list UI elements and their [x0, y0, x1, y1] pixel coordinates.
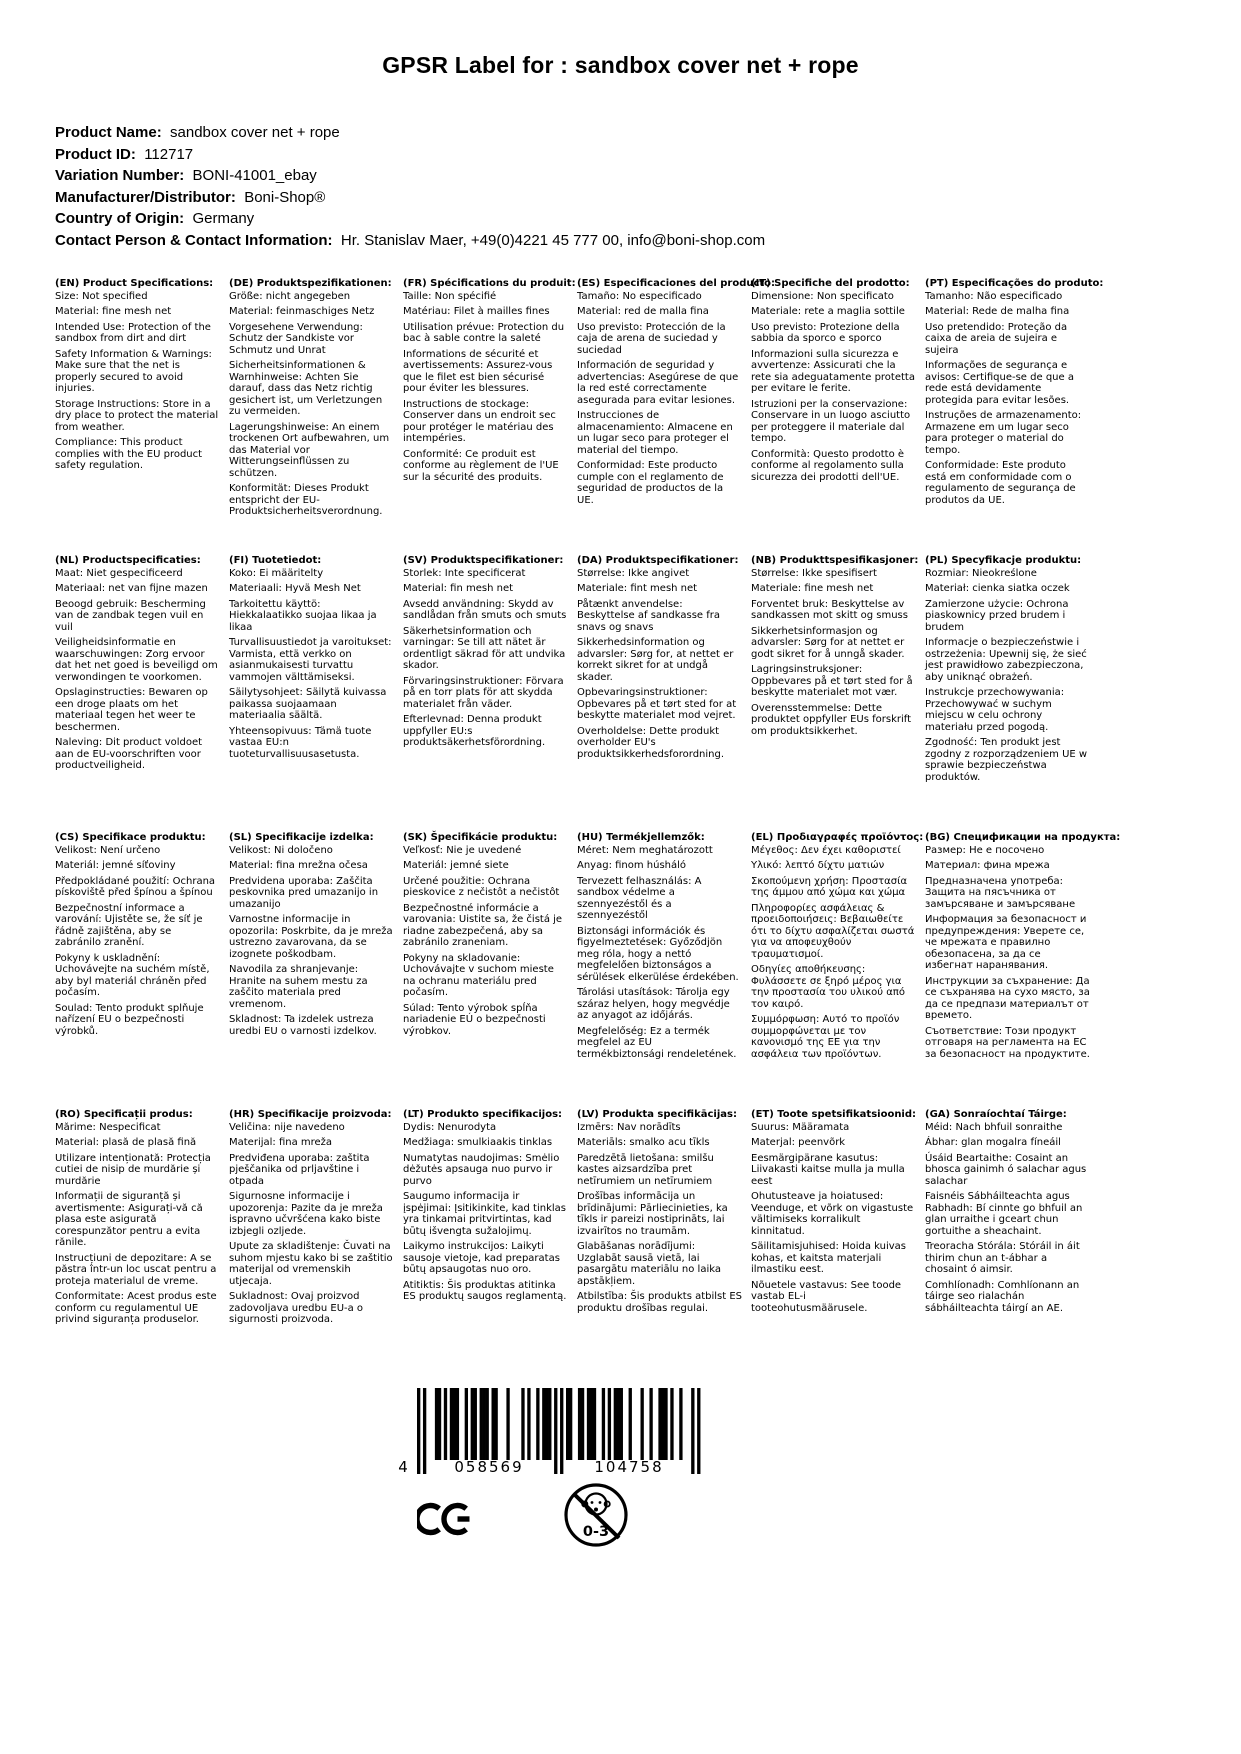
- lang-block-paragraph: Conformità: Questo prodotto è conforme al regolamento sulla sicurezza dei prodotti dell'UE.: [751, 448, 905, 483]
- lang-block-paragraph: Material: red de malla fina: [577, 306, 709, 317]
- lang-block-paragraph: Comhlíonadh: Comhlíonann an táirge seo rialachán sábháilteachta táirgí an AE.: [925, 1279, 1080, 1314]
- lang-block-paragraph: Sikkerhedsinformation og advarsler: Sørg for, at nettet er korrekt sikret for at undgå skader.: [577, 637, 734, 683]
- lang-block-paragraph: Materiaali: Hyvä Mesh Net: [229, 583, 361, 594]
- lang-block-title: (CS) Specifikace produktu:: [55, 832, 206, 843]
- lang-block-paragraph: Anyag: finom húsháló: [577, 860, 687, 871]
- lang-block-paragraph: Utilizare intenționată: Protecția cutiei de nisip de murdărie și murdărie: [55, 1152, 211, 1187]
- lang-block-paragraph: Koko: Ei määritelty: [229, 567, 324, 579]
- lang-block-pl: [925, 555, 1099, 832]
- lang-block-paragraph: Drošības informācija un brīdinājumi: Pārliecinieties, ka tīkls ir pareizi nostiprināts, lai izvairītos no traumām.: [577, 1191, 728, 1237]
- lang-block-paragraph: Medžiaga: smulkiaakis tinklas: [403, 1137, 553, 1148]
- lang-block-paragraph: Veiligheidsinformatie en waarschuwingen: Zorg ervoor dat het net goed is beveiligd om verwondingen te voorkomen.: [55, 637, 218, 683]
- lang-block-paragraph: Overholdelse: Dette produkt overholder EU's produktsikkerhedsforordning.: [577, 725, 725, 760]
- lang-block-paragraph: Veľkosť: Nie je uvedené: [403, 844, 522, 856]
- lang-block-paragraph: Navodila za shranjevanje: Hranite na suhem mestu za zaščito materiala pred vremenom.: [229, 964, 368, 1010]
- lang-block-title: (HU) Termékjellemzők:: [577, 832, 705, 843]
- lang-block-paragraph: Eesmärgipärane kasutus: Liivakasti kaitse mulla ja mulla eest: [751, 1152, 905, 1187]
- lang-block-paragraph: Úsáid Beartaithe: Cosaint an bhosca gainimh ó salachar agus salachar: [925, 1152, 1087, 1187]
- lang-block-et: [751, 1109, 925, 1386]
- product-info-value: Boni-Shop®: [244, 188, 326, 206]
- lang-block-paragraph: Rozmiar: Nieokreślone: [925, 567, 1037, 579]
- lang-block-paragraph: Materiál: jemné síťoviny: [55, 860, 176, 871]
- lang-block-paragraph: Storage Instructions: Store in a dry place to protect the material from weather.: [55, 398, 219, 433]
- product-info-line: [55, 230, 765, 252]
- lang-block-paragraph: Sikkerhetsinformasjon og advarsler: Sørg for at nettet er godt sikret for å unngå skader.: [751, 625, 905, 660]
- lang-block-paragraph: Säilytysohjeet: Säilytä kuivassa paikassa suojaamaan materiaalia säältä.: [229, 687, 387, 721]
- lang-block-title: (NB) Produkttspesifikasjoner:: [751, 555, 919, 566]
- lang-block-paragraph: Naleving: Dit product voldoet aan de EU-voorschriften voor productveiligheid.: [55, 737, 203, 771]
- lang-block-fr: [403, 278, 577, 555]
- product-info-value: Germany: [192, 210, 255, 227]
- lang-block-paragraph: Saugumo informacija ir įspėjimai: Įsitikinkite, kad tinklas yra tinkamai pritvirtintas, kad būtų išvengta sužalojimų.: [403, 1191, 566, 1237]
- lang-block-paragraph: Opslaginstructies: Bewaren op een droge plaats om het materiaal tegen het weer te beschermen.: [55, 687, 208, 733]
- lang-block-title: (PL) Specyfikacje produktu:: [925, 555, 1082, 566]
- lang-block-paragraph: Avsedd användning: Skydd av sandlådan från smuts och smuts: [403, 598, 567, 621]
- lang-block-paragraph: Υλικό: λεπτό δίχτυ ματιών: [751, 860, 885, 871]
- product-info-line: [55, 187, 765, 209]
- lang-block-paragraph: Инструкции за съхранение: Да се съхранява на сухо място, за да се предпази материалът от времето.: [925, 975, 1090, 1021]
- lang-block-pt: [925, 278, 1104, 555]
- lang-block-paragraph: Material: fine mesh net: [55, 306, 172, 317]
- lang-block-paragraph: Материал: фина мрежа: [925, 860, 1050, 871]
- lang-block-paragraph: Suurus: Määramata: [751, 1121, 850, 1133]
- product-info-label: Manufacturer/Distributor:: [55, 188, 236, 206]
- lang-block-paragraph: Material: fin mesh net: [403, 583, 514, 594]
- lang-block-paragraph: Materijal: fina mreža: [229, 1137, 333, 1148]
- lang-block-title: (RO) Specificații produs:: [55, 1109, 193, 1120]
- lang-block-paragraph: Ohutusteave ja hoiatused: Veenduge, et võrk on vigastuste vältimiseks korralikult kinnitatud.: [751, 1191, 914, 1237]
- lang-block-lv: [577, 1109, 751, 1386]
- lang-block-paragraph: Utilisation prévue: Protection du bac à sable contre la saleté: [403, 321, 565, 344]
- lang-block-paragraph: Faisnéis Sábháilteachta agus Rabhadh: Bí cinnte go bhfuil an glan urraithe i gceart chun gortuithe a sheachaint.: [925, 1191, 1083, 1237]
- lang-block-paragraph: Größe: nicht angegeben: [229, 290, 351, 302]
- lang-block-paragraph: Laikymo instrukcijos: Laikyti sausoje vietoje, kad preparatas būtų apsaugotas nuo oro.: [403, 1241, 560, 1275]
- lang-block-paragraph: Istruzioni per la conservazione: Conservare in un luogo asciutto per proteggere il materiale dal tempo.: [751, 398, 911, 444]
- lang-block-paragraph: Informații de siguranță și avertismente: Asigurați-vă că plasa este asigurată corespunzător pentru a evita rănile.: [55, 1191, 203, 1248]
- lang-block-paragraph: Taille: Non spécifié: [403, 290, 497, 302]
- lang-block-paragraph: Zamierzone użycie: Ochrona piaskownicy przed brudem i brudem: [925, 598, 1069, 633]
- lang-block-title: (NL) Productspecificaties:: [55, 555, 201, 566]
- lang-block-paragraph: Efterlevnad: Denna produkt uppfyller EU:s produktsäkerhetsförordning.: [403, 714, 546, 748]
- lang-block-paragraph: Pokyny k uskladnění: Uchovávejte na suchém místě, aby byl materiál chráněn před počasím.: [55, 952, 210, 998]
- lang-block-paragraph: Sicherheitsinformationen & Warnhinweise: Achten Sie darauf, dass das Netz richtig gesichert ist, um Verletzungen zu vermeiden.: [229, 360, 383, 417]
- lang-block-paragraph: Πληροφορίες ασφάλειας & προειδοποιήσεις: Βεβαιωθείτε ότι το δίχτυ ασφαλίζεται σωστά για να αποφευχθούν τραυματισμοί.: [751, 902, 915, 960]
- lang-block-title: (SV) Produktspecifikationer:: [403, 555, 564, 566]
- lang-block-paragraph: Matériau: Filet à mailles fines: [403, 306, 550, 317]
- lang-block-paragraph: Instruções de armazenamento: Armazene em um lugar seco para proteger o material do tempo.: [925, 410, 1082, 456]
- lang-block-paragraph: Mărime: Nespecificat: [55, 1121, 161, 1133]
- lang-block-title: (LT) Produkto specifikacijos:: [403, 1109, 563, 1120]
- lang-block-paragraph: Ábhar: glan mogalra fíneáil: [925, 1137, 1061, 1148]
- lang-block-paragraph: Material: Rede de malha fina: [925, 306, 1070, 317]
- lang-block-da: [577, 555, 751, 832]
- lang-block-paragraph: Materiale: fint mesh net: [577, 583, 698, 594]
- lang-block-hu: [577, 832, 751, 1109]
- lang-block-paragraph: Material: plasă de plasă fină: [55, 1137, 197, 1148]
- product-info-label: Variation Number:: [55, 167, 185, 184]
- product-info-line: [55, 144, 765, 166]
- lang-block-paragraph: Tamaño: No especificado: [577, 290, 702, 302]
- lang-block-paragraph: Varnostne informacije in opozorila: Poskrbite, da je mreža ustrezno zavarovana, da se izognete poškodbam.: [229, 914, 393, 960]
- lang-block-paragraph: Conformité: Ce produit est conforme au règlement de l'UE sur la sécurité des produits.: [403, 448, 559, 483]
- lang-block-paragraph: Materjal: peenvõrk: [751, 1137, 846, 1148]
- lang-block-paragraph: Bezpečnostní informace a varování: Ujistěte se, že síť je řádně zajištěna, aby se zabránilo zranění.: [55, 902, 203, 948]
- lang-block-paragraph: Instructions de stockage: Conserver dans un endroit sec pour protéger le matériau des intempéries.: [403, 398, 556, 444]
- product-info-line: [55, 165, 765, 187]
- lang-block-paragraph: Uso pretendido: Proteção da caixa de areia de sujeira e sujeira: [925, 321, 1068, 356]
- lang-block-paragraph: Opbevaringsinstruktioner: Opbevares på et tørt sted for at beskytte materialet mod vejret.: [577, 687, 737, 721]
- lang-block-paragraph: Veličina: nije navedeno: [229, 1121, 345, 1133]
- lang-block-paragraph: Paredzētā lietošana: smilšu kastes aizsardzība pret netīrumiem un netīrumiem: [577, 1152, 714, 1187]
- lang-block-title: (GA) Sonraíochtaí Táirge:: [925, 1109, 1067, 1120]
- lang-block-title: (ES) Especificaciones del producto:: [577, 278, 776, 289]
- age-warning-label: 0-3: [582, 1524, 610, 1540]
- lang-block-paragraph: Säilitamisjuhised: Hoida kuivas kohas, et kaitsta materjali ilmastiku eest.: [751, 1241, 907, 1275]
- lang-block-title: (DA) Produktspecifikationer:: [577, 555, 739, 566]
- lang-block-paragraph: Méret: Nem meghatározott: [577, 844, 713, 856]
- lang-block-paragraph: Informacje o bezpieczeństwie i ostrzeżenia: Upewnij się, że sieć jest prawidłowo zabezpieczona, aby uniknąć obrażeń.: [925, 637, 1087, 683]
- barcode-digits-left: 058569: [454, 1458, 524, 1476]
- lang-block-title: (IT) Specifiche del prodotto:: [751, 278, 910, 289]
- lang-block-paragraph: Zgodność: Ten produkt jest zgodny z rozporządzeniem UE w sprawie bezpieczeństwa produktów.: [925, 737, 1088, 783]
- lang-block-paragraph: Instrukcje przechowywania: Przechowywać w suchym miejscu w celu ochrony materiału przed pogodą.: [925, 687, 1065, 733]
- lang-block-de: [229, 278, 403, 555]
- lang-block-paragraph: Størrelse: Ikke spesifisert: [751, 567, 877, 579]
- lang-block-es: [577, 278, 776, 555]
- lang-block-paragraph: Påtænkt anvendelse: Beskyttelse af sandkasse fra snavs og snavs: [577, 598, 720, 633]
- product-info-label: Country of Origin:: [55, 210, 185, 227]
- product-info-line: [55, 208, 765, 230]
- lang-block-paragraph: Информация за безопасност и предупреждения: Уверете се, че мрежата е правилно обезопасена, за да се избегнат наранявания.: [925, 914, 1087, 971]
- lang-block-paragraph: Instrucțiuni de depozitare: A se păstra într-un loc uscat pentru a proteja materialul de vreme.: [55, 1252, 217, 1287]
- barcode-section: [391, 1386, 721, 1482]
- lang-block-paragraph: Pokyny na skladovanie: Uchovávajte v suchom mieste na ochranu materiálu pred počasím.: [403, 952, 554, 998]
- lang-block-fi: [229, 555, 403, 832]
- lang-block-paragraph: Tárolási utasítások: Tárolja egy száraz helyen, hogy megvédje az anyagot az időjárás.: [577, 987, 730, 1021]
- lang-block-bg: [925, 832, 1121, 1109]
- lang-block-paragraph: Съответствие: Този продукт отговаря на регламента на ЕС за безопасност на продуктите.: [925, 1025, 1090, 1060]
- lang-block-paragraph: Velikost: Ni določeno: [229, 844, 333, 856]
- lang-block-paragraph: Skladnost: Ta izdelek ustreza uredbi EU o varnosti izdelkov.: [229, 1014, 377, 1037]
- barcode-digit-system: 4: [398, 1458, 408, 1476]
- lang-block-paragraph: Atbilstība: Šis produkts atbilst ES produktu drošības regulai.: [577, 1291, 743, 1314]
- lang-block-paragraph: Konformität: Dieses Produkt entspricht der EU-Produktsicherheitsverordnung.: [229, 483, 383, 517]
- product-info-value: sandbox cover net + rope: [170, 124, 340, 141]
- lang-block-paragraph: Lagringsinstruksjoner: Oppbevares på et tørt sted for å beskytte materialet mot vær.: [751, 664, 913, 698]
- lang-block-paragraph: Tamanho: Não especificado: [925, 290, 1063, 302]
- lang-block-paragraph: Bezpečnostné informácie a varovania: Uistite sa, že čistá je riadne zabezpečená, aby sa zabránilo zraneniam.: [403, 902, 563, 948]
- lang-block-paragraph: Předpokládané použití: Ochrana pískoviště před špínou a špínou: [55, 875, 216, 898]
- lang-block-paragraph: Soulad: Tento produkt splňuje nařízení EU o bezpečnosti výrobků.: [55, 1002, 204, 1037]
- product-info: [55, 122, 765, 251]
- lang-block-paragraph: Μέγεθος: Δεν έχει καθοριστεί: [751, 844, 901, 856]
- lang-block-paragraph: Predviđena uporaba: zaštita pješčanika od prljavštine i otpada: [229, 1152, 370, 1187]
- lang-block-paragraph: Tarkoitettu käyttö: Hiekkalaatikko suojaa likaa ja likaa: [229, 598, 377, 633]
- lang-block-paragraph: Materiāls: smalko acu tīkls: [577, 1137, 710, 1148]
- lang-block-en: [55, 278, 229, 555]
- lang-block-paragraph: Conformidade: Este produto está em conformidade com o regulamento de segurança de produtos da UE.: [925, 460, 1076, 506]
- lang-block-paragraph: Συμμόρφωση: Αυτό το προϊόν συμμορφώνεται με τον κανονισμό της ΕΕ για την ασφάλεια των προϊόντων.: [751, 1014, 900, 1060]
- lang-block-paragraph: Uso previsto: Protección de la caja de arena de suciedad y suciedad: [577, 321, 726, 356]
- lang-block-title: (BG) Спецификации на продукта:: [925, 832, 1121, 843]
- lang-block-title: (SK) Špecifikácie produktu:: [403, 832, 558, 843]
- lang-block-paragraph: Safety Information & Warnings: Make sure that the net is properly secured to avoid injuries.: [55, 348, 212, 394]
- lang-block-paragraph: Förvaringsinstruktioner: Förvara på en torr plats för att skydda materialet från väder.: [403, 675, 564, 710]
- lang-block-paragraph: Sukladnost: Ovaj proizvod zadovoljava uredbu EU-a o sigurnosti proizvoda.: [229, 1291, 364, 1325]
- page-title: GPSR Label for : sandbox cover net + rope: [382, 52, 859, 78]
- lang-block-title: (HR) Specifikacije proizvoda:: [229, 1109, 392, 1120]
- lang-block-paragraph: Súlad: Tento výrobok spĺňa nariadenie EÚ o bezpečnosti výrobkov.: [403, 1002, 546, 1037]
- lang-block-paragraph: Yhteensopivuus: Tämä tuote vastaa EU:n tuoteturvallisuusasetusta.: [229, 725, 372, 760]
- lang-block-nl: [55, 555, 229, 832]
- lang-block-paragraph: Informazioni sulla sicurezza e avvertenze: Assicurati che la rete sia adeguatamente protetta per evitare le ferite.: [751, 348, 915, 394]
- lang-block-paragraph: Instrucciones de almacenamiento: Almacene en un lugar seco para proteger el material del tiempo.: [577, 410, 733, 456]
- lang-block-paragraph: Størrelse: Ikke angivet: [577, 567, 690, 579]
- age-warning-icon: [563, 1480, 629, 1556]
- lang-block-paragraph: Určené použitie: Ochrana pieskovice z nečistôt a nečistôt: [403, 875, 560, 898]
- lang-block-paragraph: Säkerhetsinformation och varningar: Se till att nätet är ordentligt säkrad för att undvika skador.: [403, 625, 566, 671]
- lang-block-title: (SL) Specifikacije izdelka:: [229, 832, 374, 843]
- lang-block-paragraph: Dydis: Nenurodyta: [403, 1121, 497, 1133]
- lang-block-paragraph: Información de seguridad y advertencias: Asegúrese de que la red esté correctamente asegurada para evitar lesiones.: [577, 360, 739, 406]
- lang-block-paragraph: Materiál: jemné siete: [403, 860, 509, 871]
- lang-block-paragraph: Maat: Niet gespecificeerd: [55, 567, 183, 579]
- lang-block-title: (PT) Especificações do produto:: [925, 278, 1104, 289]
- lang-block-paragraph: Overensstemmelse: Dette produktet oppfyller EUs forskrift om produktsikkerhet.: [751, 702, 912, 737]
- lang-block-paragraph: Turvallisuustiedot ja varoitukset: Varmista, että verkko on asianmukaisesti turvattu vammojen välttämiseksi.: [229, 637, 392, 683]
- lang-block-paragraph: Размер: Не е посочено: [925, 844, 1045, 856]
- lang-block-hr: [229, 1109, 403, 1386]
- lang-block-paragraph: Nõuetele vastavus: See toode vastab EL-i tooteohutusmäärusele.: [751, 1279, 902, 1314]
- lang-block-paragraph: Intended Use: Protection of the sandbox from dirt and dirt: [55, 321, 211, 344]
- lang-block-paragraph: Megfelelőség: Ez a termék megfelel az EU termékbiztonsági rendeletének.: [577, 1025, 737, 1060]
- lang-block-paragraph: Velikost: Není určeno: [55, 844, 161, 856]
- lang-block-paragraph: Material: feinmaschiges Netz: [229, 306, 375, 317]
- lang-block-paragraph: Informations de sécurité et avertissements: Assurez-vous que le filet est bien sécurisé pour éviter les blessures.: [403, 348, 553, 394]
- lang-block-paragraph: Dimensione: Non specificato: [751, 290, 894, 302]
- lang-block-paragraph: Materiaal: net van fijne mazen: [55, 583, 208, 594]
- lang-block-paragraph: Tervezett felhasználás: A sandbox védelme a szennyezéstől és a szennyezéstől: [577, 875, 702, 921]
- product-info-label: Product ID:: [55, 145, 136, 163]
- lang-block-paragraph: Material: fina mrežna očesa: [229, 860, 368, 871]
- lang-block-paragraph: Storlek: Inte specificerat: [403, 567, 526, 579]
- lang-block-paragraph: Beoogd gebruik: Bescherming van de zandbak tegen vuil en vuil: [55, 598, 206, 633]
- lang-block-paragraph: Sigurnosne informacije i upozorenja: Pazite da je mreža ispravno učvršćena kako biste izbjegli ozljede.: [229, 1191, 383, 1237]
- lang-block-sv: [403, 555, 577, 832]
- lang-block-paragraph: Οδηγίες αποθήκευσης: Φυλάσσετε σε ξηρό μέρος για την προστασία του υλικού από τον καιρό.: [751, 964, 905, 1010]
- lang-block-it: [751, 278, 925, 555]
- product-info-value: BONI-41001_ebay: [192, 167, 317, 184]
- lang-block-ga: [925, 1109, 1099, 1386]
- lang-block-paragraph: Materiale: fine mesh net: [751, 583, 874, 594]
- lang-block-title: (EN) Product Specifications:: [55, 278, 214, 289]
- product-info-label: Contact Person & Contact Information:: [55, 231, 333, 249]
- lang-block-paragraph: Numatytas naudojimas: Smėlio dėžutės apsauga nuo purvo ir purvo: [403, 1152, 560, 1187]
- lang-block-paragraph: Glabāšanas norādījumi: Uzglabāt sausā vietā, lai pasargātu materiālu no laika apstākļiem.: [577, 1241, 721, 1287]
- lang-block-title: (FR) Spécifications du produit:: [403, 278, 576, 289]
- lang-block-paragraph: Conformitate: Acest produs este conform cu regulamentul UE privind siguranța produselor.: [55, 1291, 217, 1325]
- lang-block-paragraph: Conformidad: Este producto cumple con el reglamento de seguridad de productos de la UE.: [577, 460, 724, 506]
- lang-block-sl: [229, 832, 403, 1109]
- lang-block-paragraph: Uso previsto: Protezione della sabbia da sporco e sporco: [751, 321, 900, 344]
- lang-block-paragraph: Предназначена употреба: Защита на пясъчника от замърсяване и замърсяване: [925, 875, 1076, 910]
- lang-block-lt: [403, 1109, 577, 1386]
- lang-block-title: (EL) Προδιαγραφές προϊόντος:: [751, 832, 924, 843]
- barcode-digits-right: 104758: [594, 1458, 664, 1476]
- lang-block-nb: [751, 555, 925, 832]
- lang-block-paragraph: Materiale: rete a maglia sottile: [751, 306, 905, 317]
- lang-block-paragraph: Méid: Nach bhfuil sonraithe: [925, 1121, 1063, 1133]
- product-info-value: 112717: [144, 145, 194, 163]
- lang-block-paragraph: Informações de segurança e avisos: Certifique-se de que a rede está devidamente protegida para evitar lesões.: [925, 360, 1074, 406]
- language-blocks-grid: [55, 278, 1121, 1386]
- lang-block-paragraph: Σκοπούμενη χρήση: Προστασία της άμμου από χώμα και χώμα: [751, 875, 908, 898]
- lang-block-paragraph: Vorgesehene Verwendung: Schutz der Sandkiste vor Schmutz und Unrat: [229, 321, 363, 356]
- product-info-label: Product Name:: [55, 124, 162, 141]
- lang-block-paragraph: Materiał: cienka siatka oczek: [925, 583, 1070, 594]
- product-info-line: [55, 122, 765, 144]
- ean-barcode: [391, 1386, 721, 1478]
- lang-block-paragraph: Predvidena uporaba: Zaščita peskovnika pred umazanijo in umazanijo: [229, 875, 379, 910]
- lang-block-sk: [403, 832, 577, 1109]
- lang-block-cs: [55, 832, 229, 1109]
- lang-block-title: (ET) Toote spetsifikatsioonid:: [751, 1109, 917, 1120]
- lang-block-paragraph: Size: Not specified: [55, 290, 148, 302]
- lang-block-paragraph: Biztonsági információk és figyelmeztetések: Győződjön meg róla, hogy a nettó megfelelően biztonságos a sérülések elkerülése érdekében.: [577, 925, 739, 983]
- lang-block-title: (FI) Tuotetiedot:: [229, 555, 322, 566]
- lang-block-paragraph: Upute za skladištenje: Čuvati na suhom mjestu kako bi se zaštitio materijal od vremenskih utjecaja.: [229, 1241, 393, 1287]
- product-info-value: Hr. Stanislav Maer, +49(0)4221 45 777 00, info@boni-shop.com: [340, 231, 766, 249]
- lang-block-paragraph: Compliance: This product complies with the EU product safety regulation.: [55, 437, 203, 471]
- lang-block-paragraph: Treoracha Stórála: Stóráil in áit thirim chun an t-ábhar a chosaint ó aimsir.: [925, 1241, 1080, 1275]
- lang-block-el: [751, 832, 925, 1109]
- lang-block-paragraph: Lagerungshinweise: An einem trockenen Ort aufbewahren, um das Material vor Witterungseinflüssen zu schützen.: [229, 421, 390, 479]
- lang-block-paragraph: Forventet bruk: Beskyttelse av sandkassen mot skitt og smuss: [751, 598, 908, 621]
- lang-block-title: (LV) Produkta specifikācijas:: [577, 1109, 737, 1120]
- lang-block-title: (DE) Produktspezifikationen:: [229, 278, 392, 289]
- lang-block-ro: [55, 1109, 229, 1386]
- ce-mark-icon: [417, 1494, 475, 1548]
- lang-block-paragraph: Atitiktis: Šis produktas atitinka ES produktų saugos reglamentą.: [403, 1279, 567, 1302]
- lang-block-paragraph: Izmērs: Nav norādīts: [577, 1121, 681, 1133]
